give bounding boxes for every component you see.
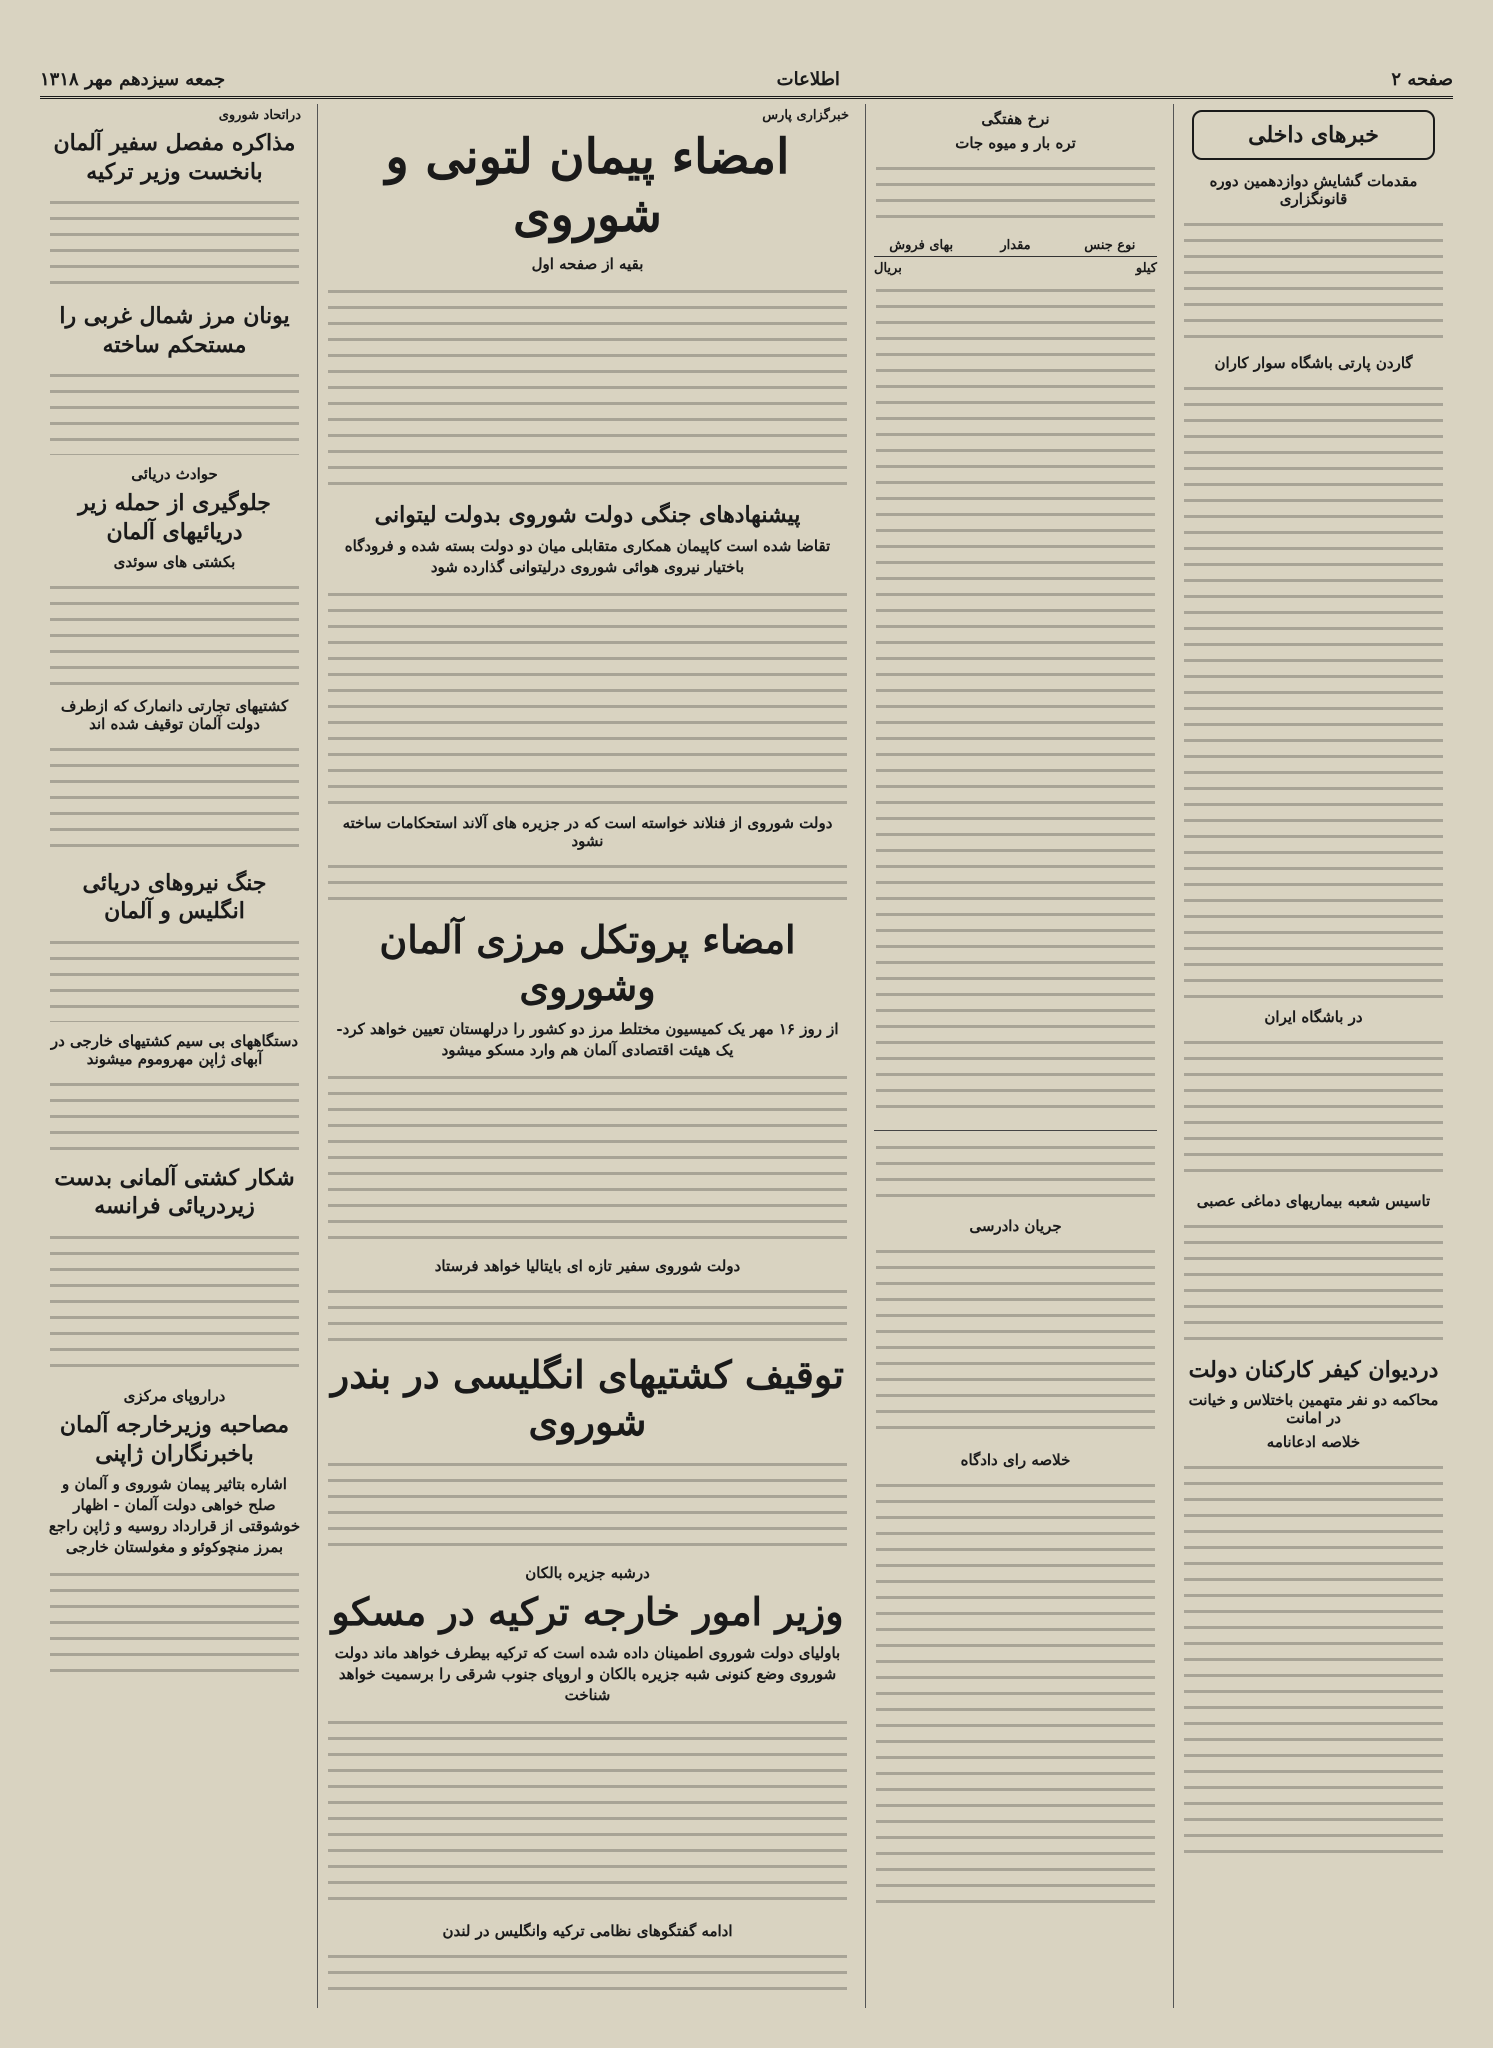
article-body: [50, 1227, 299, 1377]
page-number: صفحه ۲: [1391, 68, 1453, 90]
unit-label: بریال: [874, 261, 902, 276]
article-body: [50, 192, 299, 292]
article-title: در باشگاه ایران: [1264, 1008, 1363, 1026]
article-body: [876, 1137, 1155, 1207]
article-title: پیشنهادهای جنگی دولت شوروی بدولت لیتوانی: [374, 502, 801, 529]
masthead: [40, 62, 1453, 99]
article-body: [1184, 378, 1443, 998]
main-headline: امضاء پیمان لتونی و شوروی: [385, 129, 790, 243]
article-subtitle: اشاره بتاثیر پیمان شوروی و آلمان و صلح خواهی دولت آلمان - اظهار خوشوقتی از قرارداد روسیه و ژاپن راجع بمرز منچوکوئو و مغولستان خارجی: [48, 1475, 301, 1557]
article-body: [328, 856, 847, 906]
article-body: [50, 365, 299, 455]
article-title: مذاکره مفصل سفیر آلمان بانخست وزیر ترکیه: [53, 130, 296, 185]
article-body: [1184, 214, 1443, 344]
column-world-news: [40, 104, 309, 2008]
article-body: [328, 1712, 847, 1912]
column-foreign-news: [317, 104, 857, 2008]
article-title: کشتیهای تجارتی دانمارک که ازطرف دولت آلمان توقیف شده اند: [60, 696, 289, 733]
section-heading-court: دردیوان کیفر کارکنان دولت: [1188, 1357, 1439, 1383]
article-body: [328, 1946, 847, 1996]
prices-table-header: [874, 238, 1157, 257]
prices-table-body: [876, 280, 1155, 1120]
article-title: توقیف کشتیهای انگلیسی در بندر شوروی: [330, 1351, 845, 1445]
article-title: مصاحبه وزیرخارجه آلمان باخبرنگاران ژاپنی: [59, 1411, 290, 1467]
article-body: [1184, 1032, 1443, 1182]
column-header: نوع جنس: [1084, 238, 1136, 253]
article-body: [328, 1454, 847, 1554]
section-heading-domestic: خبرهای داخلی: [1192, 110, 1435, 160]
paper-name: اطلاعات: [776, 68, 840, 90]
article-title: دستگاههای بی سیم کشتیهای خارجی در آبهای ژاپن مهروموم میشوند: [50, 1031, 299, 1068]
issue-date: جمعه سیزدهم مهر ۱۳۱۸: [40, 68, 226, 90]
article-body: [876, 1475, 1155, 1905]
prices-subheading: تره بار و میوه جات: [955, 134, 1076, 152]
column-header: مقدار: [1000, 238, 1031, 253]
article-title: امضاء پروتکل مرزی آلمان وشوروی: [379, 916, 796, 1010]
article-title: وزیر امور خارجه ترکیه در مسکو: [331, 1588, 844, 1634]
section-tag: دراروپای مرکزی: [123, 1386, 226, 1405]
article-title: جلوگیری از حمله زیر دریائیهای آلمان: [78, 490, 271, 545]
article-body: [1184, 1216, 1443, 1346]
article-body: [1184, 1457, 1443, 1857]
article-title: دولت شوروی از فنلاند خواسته است که در جزیره های آلاند استحکامات ساخته نشود: [342, 813, 833, 850]
article-body: [50, 739, 299, 859]
article-subtitle: تقاضا شده است کاپیمان همکاری متقابلی میان دو دولت بسته شده و فرودگاه باختیار نیروی هوائی شوروی درلیتوانی گذارده شود: [344, 536, 831, 576]
article-body: [328, 281, 847, 491]
article-body: [50, 932, 299, 1022]
agency-line: [326, 108, 849, 123]
article-title: ادامه گفتگوهای نظامی ترکیه وانگلیس در لندن: [442, 1922, 733, 1941]
article-body: [50, 577, 299, 687]
article-title: شکار کشتی آلمانی بدست زیردریائی فرانسه: [54, 1164, 295, 1220]
article-title: یونان مرز شمال غربی را مستحکم ساخته: [59, 303, 290, 358]
article-body: [50, 1074, 299, 1154]
article-title: جریان دادرسی: [969, 1217, 1062, 1235]
article-title: دولت شوروی سفیر تازه ای بایتالیا خواهد فرستاد: [434, 1256, 741, 1275]
article-title: بکشتی های سوئدی: [113, 552, 236, 571]
unit-label: کیلو: [1135, 261, 1157, 276]
article-title: جنگ نیروهای دریائی انگلیس و آلمان: [82, 869, 267, 925]
article-subtitle: از روز ۱۶ مهر یک کمیسیون مختلط مرز دو کشور را درلهستان تعیین خواهد کرد- یک هیئت اقتصادی آلمان هم وارد مسکو میشود: [336, 1019, 839, 1059]
article-title: خلاصه رای دادگاه: [960, 1451, 1071, 1469]
column-prices: [865, 104, 1165, 2008]
article-title: گاردن پارتی باشگاه سوار کاران: [1214, 354, 1413, 372]
article-body: [328, 584, 847, 804]
article-body: [328, 1281, 847, 1341]
column-domestic-news: [1173, 104, 1453, 2008]
prices-intro: [876, 158, 1155, 228]
article-subtitle: باولیای دولت شوروی اطمینان داده شده است که ترکیه بیطرف خواهد ماند دولت شوروی وضع کنونی شبه جزیره بالکان و اروپای جنوب شرقی را برسمیت خواهد شناخت: [334, 1644, 841, 1705]
agency-label: دراتحاد شوروی: [218, 108, 301, 123]
article-body: [50, 1564, 299, 1674]
section-tag: درشبه جزیره بالکان: [525, 1563, 650, 1582]
article-title: مقدمات گشایش دوازدهمین دوره قانونگزاری: [1209, 172, 1418, 208]
article-title: تاسیس شعبه بیماریهای دماغی عصبی: [1196, 1192, 1431, 1210]
article-title: حوادث دریائی: [131, 465, 218, 484]
continued-label: بقیه از صفحه اول: [531, 255, 644, 274]
article-title: محاکمه دو نفر متهمین باختلاس و خیانت در امانت: [1188, 1390, 1439, 1427]
divider: [874, 1130, 1157, 1131]
agency-label: خبرگزاری پارس: [762, 108, 849, 123]
article-title: خلاصه ادعانامه: [1266, 1432, 1361, 1451]
article-body: [876, 1241, 1155, 1441]
prices-units: [874, 261, 1157, 276]
article-body: [328, 1067, 847, 1247]
agency-line: [48, 108, 301, 123]
column-header: بهای فروش: [889, 238, 954, 253]
prices-heading: نرخ هفتگی: [981, 110, 1050, 128]
